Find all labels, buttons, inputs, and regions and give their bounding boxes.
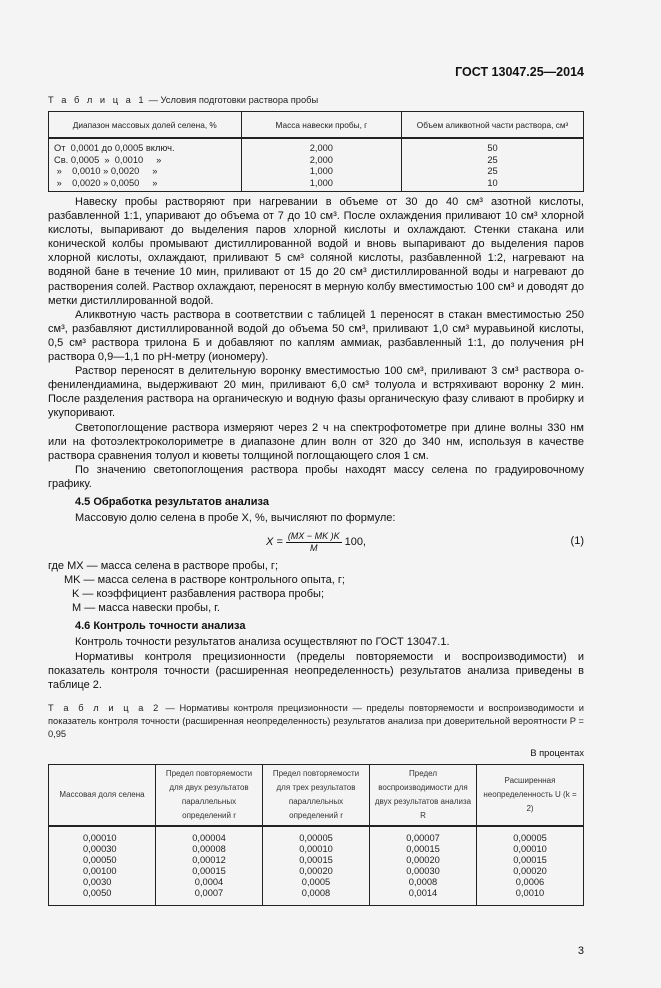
table-row <box>49 155 584 167</box>
cell: 0,0007 <box>156 888 263 906</box>
cell: 1,000 <box>241 178 402 192</box>
numerator: (MX − MK )K <box>287 530 340 541</box>
fraction <box>286 531 342 554</box>
cell: 25 <box>402 166 584 178</box>
variable-definitions <box>48 559 584 615</box>
column-header: Объем аликвотной части раствора, см³ <box>402 112 584 139</box>
table-row <box>49 877 584 888</box>
cell: 0,00015 <box>477 855 584 866</box>
document-id: ГОСТ 13047.25—2014 <box>455 65 584 79</box>
paragraph: Аликвотную часть раствора в соответствии с таблицей 1 переносят в стакан вместимостью 250 см³, разбавляют дистиллированной водой до объема 50 см³, приливают 1,0 см³ муравьиной кислоты, 0,5 см³ раствора трилона Б и добавляют по каплям аммиак, разбавленный 1:1, до получения pH раствора 0,9—1,1 по pH-метру (иономеру). <box>48 308 584 364</box>
cell: 25 <box>402 155 584 167</box>
cell: 0,00010 <box>477 844 584 855</box>
paragraph: Раствор переносят в делительную воронку вместимостью 100 см³, приливают 3 см³ раствора о-фенилендиамина, выдерживают 20 мин, приливают 6,0 см³ толуола и встряхивают воронку 2 мин. После разделения раствора на органическую и водную фазы органическую фазу сливают в пробирку и укупоривают. <box>48 365 584 420</box>
caption-text: — Нормативы контроля прецизионности — пределы повторяемости и воспроизводимости и показатель контроля точности (расширенная неопределенность) результатов анализа при доверительной вероятности P = 0,95 <box>48 702 584 739</box>
cell: 1,000 <box>241 166 402 178</box>
page-number: 3 <box>577 944 584 957</box>
formula-tail: 100, <box>344 536 366 549</box>
definition: где MX — масса селена в растворе пробы, г; <box>48 560 278 573</box>
cell: 10 <box>402 178 584 192</box>
formula <box>48 525 584 559</box>
table-row <box>49 844 584 855</box>
paragraph: Светопоглощение раствора измеряют через 2 ч на спектрофотометре при длине волны 330 нм или на фотоэлектроколориметре в диапазоне длин волн от 320 до 340 нм, используя в качестве раствора сравнения толуол и кюветы толщиной поглощающего слоя 1 см. <box>48 421 584 462</box>
table-header-row <box>49 112 584 139</box>
cell: 0,0004 <box>156 877 263 888</box>
column-header: Диапазон массовых долей селена, % <box>49 112 242 139</box>
cell: 0,00008 <box>156 844 263 855</box>
table2 <box>48 764 584 906</box>
cell: 0,0010 <box>477 888 584 906</box>
cell: 0,00004 <box>156 826 263 844</box>
cell: Св. 0,0005 » 0,0010 » <box>49 155 242 167</box>
table-row <box>49 855 584 866</box>
cell: 0,00005 <box>477 826 584 844</box>
cell: 0,00020 <box>370 855 477 866</box>
paragraph: Навеску пробы растворяют при нагревании в объеме от 30 до 40 см³ азотной кислоты, разбавленной 1:1, упаривают до объема от 7 до 10 см³. После охлаждения приливают 10 см³ хлорной кислоты, выпаривают до выделения паров хлорной кислоты и охлаждают. Стенки стакана или конической колбы промывают дистиллированной водой и вновь выпаривают до выделения паров хлорной кислоты, охлаждают, приливают 5 см³ соляной кислоты, разбавленной 1:2, нагревают на водяной бане в течение 10 мин, приливают от 15 до 20 см³ дистиллированной воды и нагревают до растворения солей. Раствор охлаждают, переносят в мерную колбу вместимостью 100 см³ и доводят до метки дистиллированной водой. <box>48 196 584 307</box>
table-row <box>49 166 584 178</box>
column-header: Массовая доля селена <box>49 764 156 826</box>
cell: 2,000 <box>241 155 402 167</box>
column-header: Предел повторяемости для двух результатов параллельных определений r <box>156 764 263 826</box>
cell: 0,0014 <box>370 888 477 906</box>
denominator: M <box>309 542 318 553</box>
cell: 0,00020 <box>263 866 370 877</box>
definition: MK — масса селена в растворе контрольного опыта, г; <box>64 574 345 587</box>
table1-caption <box>48 94 584 107</box>
cell: 0,00100 <box>49 866 156 877</box>
cell: 0,0008 <box>263 888 370 906</box>
section-heading-4-6: 4.6 Контроль точности анализа <box>75 620 246 633</box>
section-heading-4-5: 4.5 Обработка результатов анализа <box>75 495 269 508</box>
units-label: В процентах <box>530 747 584 758</box>
cell: 0,00010 <box>263 844 370 855</box>
cell: 50 <box>402 138 584 155</box>
cell: 0,00015 <box>156 866 263 877</box>
cell: 2,000 <box>241 138 402 155</box>
cell: 0,00020 <box>477 866 584 877</box>
cell: 0,00015 <box>370 844 477 855</box>
cell: 0,0030 <box>49 877 156 888</box>
column-header: Расширенная неопределенность U (k = 2) <box>477 764 584 826</box>
cell: 0,00010 <box>49 826 156 844</box>
paragraph: По значению светопоглощения раствора пробы находят массу селена по градуировочному графику. <box>48 463 584 490</box>
cell: 0,00030 <box>49 844 156 855</box>
caption-text: — Условия подготовки раствора пробы <box>146 95 319 105</box>
paragraph: Массовую долю селена в пробе X, %, вычисляют по формуле: <box>75 511 396 524</box>
caption-prefix: Т а б л и ц а 2 <box>48 702 161 713</box>
cell: 0,00015 <box>263 855 370 866</box>
column-header: Предел повторяемости для трех результатов параллельных определений r <box>263 764 370 826</box>
table-row <box>49 888 584 906</box>
definition: M — масса навески пробы, г. <box>72 602 220 615</box>
cell: 0,00005 <box>263 826 370 844</box>
table-row <box>49 866 584 877</box>
cell: 0,00030 <box>370 866 477 877</box>
cell: 0,0050 <box>49 888 156 906</box>
cell: 0,0005 <box>263 877 370 888</box>
table-header-row <box>49 764 584 826</box>
table1 <box>48 111 584 192</box>
table-row <box>49 826 584 844</box>
caption-prefix: Т а б л и ц а 1 <box>48 95 147 105</box>
equation-number: (1) <box>570 535 584 548</box>
formula-lhs: X = <box>265 536 283 549</box>
paragraph: Нормативы контроля прецизионности (пределы повторяемости и воспроизводимости) и показатель контроля точности (расширенная неопределенность) результатов анализа приведены в таблице 2. <box>48 650 584 691</box>
body-text <box>48 195 584 692</box>
table2-body <box>49 826 584 906</box>
cell: 0,0006 <box>477 877 584 888</box>
table-row <box>49 138 584 155</box>
definition: K — коэффициент разбавления раствора пробы; <box>72 588 325 601</box>
cell: » 0,0020 » 0,0050 » <box>49 178 242 192</box>
table2-caption <box>48 702 584 741</box>
table-row <box>49 178 584 192</box>
paragraph: Контроль точности результатов анализа осуществляют по ГОСТ 13047.1. <box>75 636 450 649</box>
cell: 0,00007 <box>370 826 477 844</box>
column-header: Масса навески пробы, г <box>241 112 402 139</box>
column-header: Предел воспроизводимости для двух результатов анализа R <box>370 764 477 826</box>
cell: » 0,0010 » 0,0020 » <box>49 166 242 178</box>
cell: 0,00050 <box>49 855 156 866</box>
cell: 0,00012 <box>156 855 263 866</box>
cell: 0,0008 <box>370 877 477 888</box>
cell: От 0,0001 до 0,0005 включ. <box>49 138 242 155</box>
